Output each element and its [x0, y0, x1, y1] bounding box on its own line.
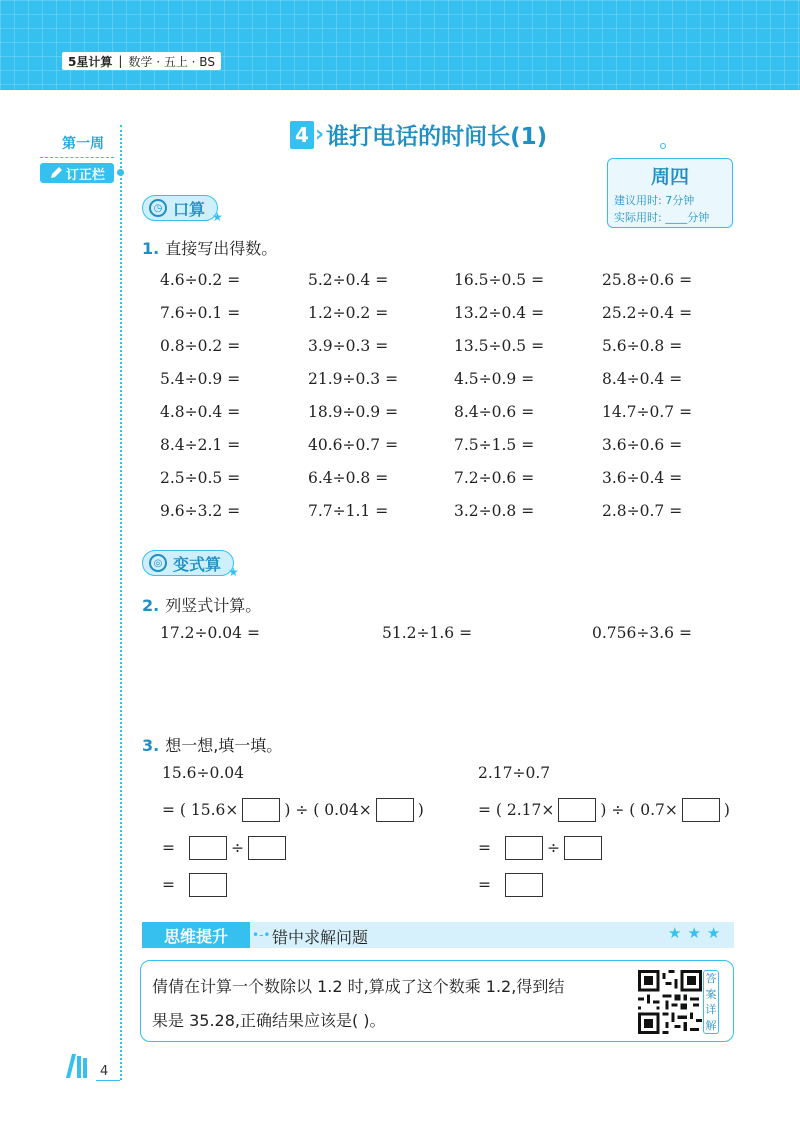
page-rule — [96, 1080, 120, 1081]
oral-problem: 5.2÷0.4 = — [308, 271, 389, 289]
series-brand: 5星计算 — [68, 54, 113, 69]
section-variant-header — [142, 550, 239, 579]
answer-box[interactable] — [189, 873, 227, 897]
fill-left-c: ) — [417, 801, 424, 819]
fill-left-step1 — [162, 798, 424, 822]
answer-box[interactable] — [189, 836, 227, 860]
oral-problem: 8.4÷2.1 = — [160, 436, 241, 454]
oral-problem: 14.7÷0.7 = — [602, 403, 693, 421]
answer-box[interactable] — [505, 873, 543, 897]
section-variant-pill — [142, 550, 234, 576]
oral-problem: 4.8÷0.4 = — [160, 403, 241, 421]
oral-problem: 4.5÷0.9 = — [454, 370, 535, 388]
question-1-number: 1. — [142, 239, 160, 258]
series-separator: | — [118, 54, 123, 68]
qr-side-char: 解 — [705, 1018, 717, 1032]
question-1 — [142, 236, 277, 259]
stopwatch-icon: ◷ — [149, 199, 167, 217]
oral-problem: 6.4÷0.8 = — [308, 469, 389, 487]
oral-problem: 3.6÷0.6 = — [602, 436, 683, 454]
answer-box[interactable] — [242, 798, 280, 822]
oral-problem: 25.2÷0.4 = — [602, 304, 693, 322]
oral-grid — [160, 268, 730, 532]
divide-sign: ÷ — [547, 839, 560, 857]
thinking-connector: •-• — [252, 928, 271, 942]
oral-problem: 0.8÷0.2 = — [160, 337, 241, 355]
question-3 — [142, 733, 282, 756]
day-card — [607, 158, 733, 228]
oral-problem: 40.6÷0.7 = — [308, 436, 399, 454]
column-division-2: 51.2÷1.6 = — [382, 624, 473, 642]
oral-problem: 5.4÷0.9 = — [160, 370, 241, 388]
oral-problem: 8.4÷0.6 = — [454, 403, 535, 421]
oral-problem: 9.6÷3.2 = — [160, 502, 241, 520]
oral-problem: 21.9÷0.3 = — [308, 370, 399, 388]
fill-right-expr: 2.17÷0.7 — [478, 764, 551, 782]
oral-problem: 3.9÷0.3 = — [308, 337, 389, 355]
oral-problem: 4.6÷0.2 = — [160, 271, 241, 289]
page-number: 4 — [100, 1064, 109, 1079]
fill-right-c: ) — [723, 801, 730, 819]
correction-tag — [40, 163, 114, 183]
suggested-time: 建议用时: 7分钟 — [614, 194, 695, 207]
qr-side-char: 答 — [705, 972, 717, 986]
fill-right-a: = ( 2.17× — [478, 801, 555, 819]
oral-problem: 7.5÷1.5 = — [454, 436, 535, 454]
header-band — [0, 0, 800, 90]
answer-box[interactable] — [505, 836, 543, 860]
oral-problem: 1.2÷0.2 = — [308, 304, 389, 322]
oral-problem: 2.5÷0.5 = — [160, 469, 241, 487]
thinking-subtitle: 错中求解问题 — [272, 928, 369, 947]
question-2-text: 列竖式计算。 — [165, 596, 262, 615]
target-icon: ◎ — [149, 554, 167, 572]
fill-right-step1 — [478, 798, 730, 822]
oral-problem: 2.8÷0.7 = — [602, 502, 683, 520]
answer-box[interactable] — [248, 836, 286, 860]
pencil-icon — [49, 166, 63, 180]
lesson-title-text: 谁打电话的时间长(1) — [326, 124, 548, 150]
answer-box[interactable] — [558, 798, 596, 822]
lesson-number: 4 — [290, 121, 314, 149]
fill-right-b: ) ÷ ( 0.7× — [600, 801, 678, 819]
equals-sign: = — [162, 876, 175, 894]
question-2 — [142, 593, 261, 616]
series-tag — [62, 52, 221, 70]
fill-left-step3 — [162, 873, 231, 897]
star-icon: ★ — [212, 210, 223, 224]
oral-problem: 7.7÷1.1 = — [308, 502, 389, 520]
oral-problem: 3.6÷0.4 = — [602, 469, 683, 487]
fill-left-b: ) ÷ ( 0.04× — [284, 801, 372, 819]
column-division-3: 0.756÷3.6 = — [592, 624, 692, 642]
fill-right-step3 — [478, 873, 547, 897]
section-oral-pill — [142, 195, 218, 221]
answer-box[interactable] — [376, 798, 414, 822]
week-label: 第一周 — [62, 136, 104, 152]
qr-side-char: 案 — [705, 987, 717, 1001]
oral-problem: 3.2÷0.8 = — [454, 502, 535, 520]
lesson-title — [290, 118, 547, 151]
oral-problem: 25.8÷0.6 = — [602, 271, 693, 289]
qr-code-icon[interactable] — [638, 970, 702, 1034]
day-title: 周四 — [650, 166, 689, 188]
hanger-pin-icon — [660, 143, 666, 149]
section-oral-label: 口算 — [173, 199, 206, 219]
oral-problem: 13.2÷0.4 = — [454, 304, 545, 322]
question-1-text: 直接写出得数。 — [165, 239, 278, 258]
section-variant-label: 变式算 — [173, 554, 222, 574]
star-icons: ★★★ — [668, 924, 727, 942]
fill-left-expr: 15.6÷0.04 — [162, 764, 245, 782]
oral-problem: 7.2÷0.6 = — [454, 469, 535, 487]
equals-sign: = — [478, 839, 491, 857]
fill-left-step2 — [162, 836, 290, 860]
oral-problem: 5.6÷0.8 = — [602, 337, 683, 355]
column-division-1: 17.2÷0.04 = — [160, 624, 260, 642]
fill-right-step2 — [478, 836, 606, 860]
oral-problem: 8.4÷0.4 = — [602, 370, 683, 388]
fill-left-a: = ( 15.6× — [162, 801, 239, 819]
problem-line-1: 倩倩在计算一个数除以 1.2 时,算成了这个数乘 1.2,得到结 — [152, 977, 565, 996]
series-subject: 数学 · 五上 · BS — [128, 54, 215, 69]
oral-problem: 18.9÷0.9 = — [308, 403, 399, 421]
books-icon — [64, 1052, 94, 1078]
question-2-number: 2. — [142, 596, 160, 615]
oral-problem: 13.5÷0.5 = — [454, 337, 545, 355]
qr-side-char: 详 — [705, 1003, 717, 1017]
star-icon: ★ — [228, 565, 239, 579]
correction-label: 订正栏 — [65, 167, 105, 183]
equals-sign: = — [162, 839, 175, 857]
answer-detail-label — [703, 970, 719, 1034]
actual-time: 实际用时: ____分钟 — [614, 211, 710, 224]
problem-line-2: 果是 35.28,正确结果应该是( )。 — [152, 1011, 386, 1030]
answer-box[interactable] — [682, 798, 720, 822]
section-oral-header — [142, 195, 223, 224]
thinking-tag: 思维提升 — [142, 922, 250, 948]
oral-problem: 16.5÷0.5 = — [454, 271, 545, 289]
margin-line — [120, 125, 122, 1080]
answer-box[interactable] — [564, 836, 602, 860]
question-3-text: 想一想,填一填。 — [165, 736, 283, 755]
equals-sign: = — [478, 876, 491, 894]
oral-problem: 7.6÷0.1 = — [160, 304, 241, 322]
divide-sign: ÷ — [231, 839, 244, 857]
chevron-right-icon: › — [315, 122, 325, 147]
question-3-number: 3. — [142, 736, 160, 755]
side-divider — [40, 157, 114, 158]
